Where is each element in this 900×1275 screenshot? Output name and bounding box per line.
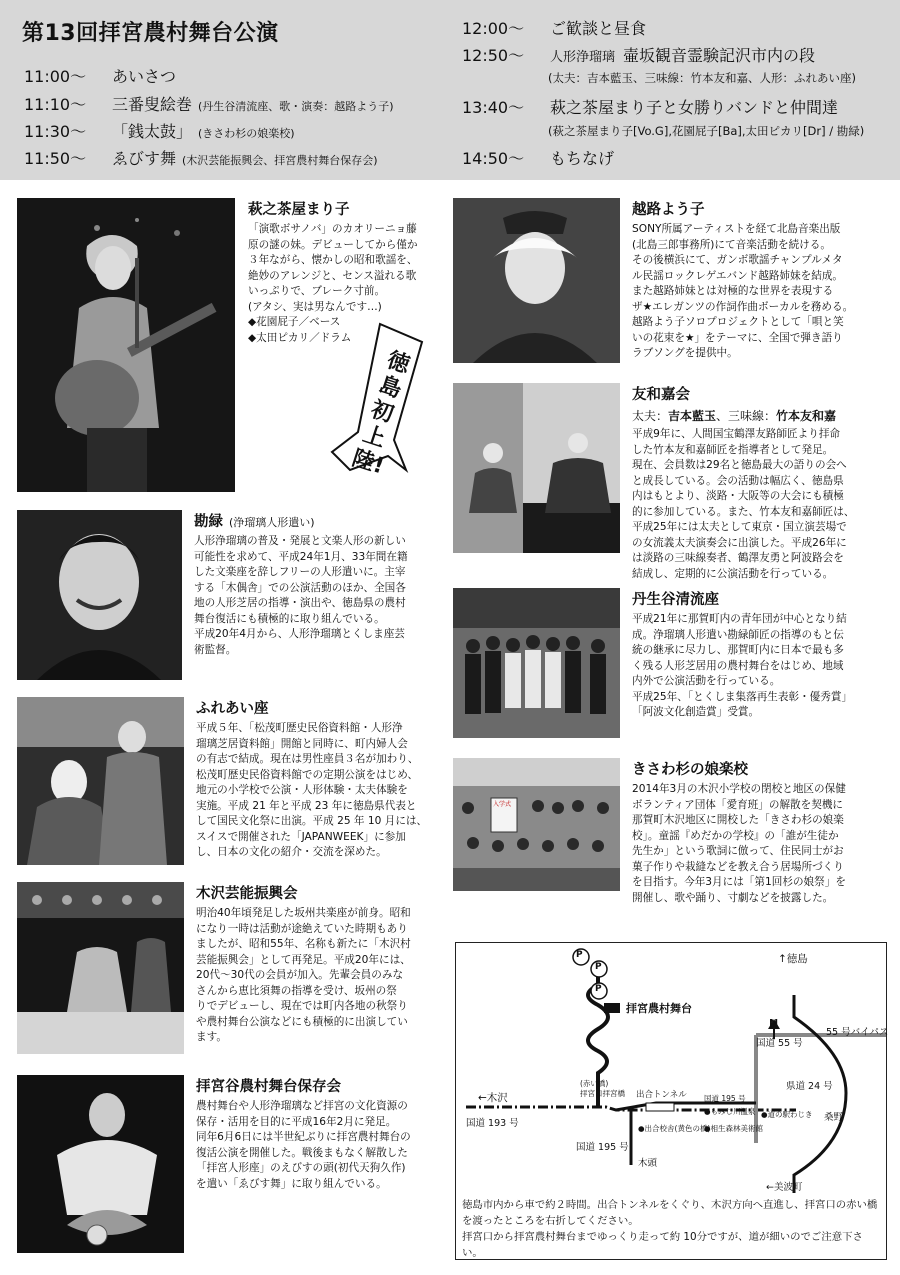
map-label-stage: 拝宮農村舞台 bbox=[626, 1002, 692, 1015]
schedule-item bbox=[24, 92, 394, 115]
schedule-note: (木沢芸能振興会、拝宮農村舞台保存会) bbox=[182, 154, 378, 167]
gidayu-performance-image bbox=[453, 383, 620, 553]
schedule-item bbox=[24, 146, 378, 169]
shamisen-label: 、三味線： bbox=[716, 409, 777, 423]
map-directions-note: 徳島市内から車で約２時間。出合トンネルをくぐり、木沢方向へ直進し、拝宮口の赤い橋 を渡ったところを右折してください。 拝宮口から拝宮農村舞台までゆっくり走って約 10分ですが、道が細いのでご注意下さい。 bbox=[462, 1199, 878, 1259]
schedule-title: 萩之茶屋まり子と女勝りバンドと仲間達 bbox=[550, 98, 839, 117]
map-label-bypass: 55 号バイパス bbox=[826, 1027, 889, 1038]
mariko-photo bbox=[17, 198, 235, 492]
tayu-label: 太夫： bbox=[632, 409, 669, 423]
kisawa-sugi-photo bbox=[453, 758, 620, 891]
stage-marker-icon bbox=[604, 1003, 620, 1013]
profile-name: きさわ杉の娘楽校 bbox=[632, 762, 748, 778]
profile-body: 明治40年頃発足した坂州共楽座が前身。昭和 になり一時は活動が途絶えていた時期もあり ましたが、昭和55年、名称も新たに「木沢村 芸能振興会」として再発足。平成20年には、 20代〜30代の会員が加入。先輩会員のみな さんから恵比須舞の指導を受け、坂州の祭 りでデビューし、現在では町内各地の秋祭り や農村舞台公演などにも積極的に出演してい ます。 bbox=[196, 907, 411, 1043]
schedule-note: (きさわ杉の娘楽校) bbox=[198, 127, 295, 140]
kanroku-photo bbox=[17, 510, 182, 680]
profile-body: 2014年3月の木沢小学校の閉校と地区の保健 ボランティア団体「愛育班」の解散を契機に 那賀町木沢地区に開校した「きさわ杉の娘楽 校」。童謡『めだかの学校』の「誰が生徒か 先生か」という歌詞に倣って、住民同士がお 菓子作りや栽縫などを教え合う居場所づくり を目指す。今年3月には「第1回杉の娘祭」を 開催し、歌や踊り、寸劇などを披露した。 bbox=[632, 783, 846, 904]
schedule-title: 壷坂観音霊験記沢市内の段 bbox=[623, 46, 816, 65]
schedule-title: あいさつ bbox=[112, 67, 177, 86]
map-label-kuwano: 桑野 bbox=[824, 1112, 844, 1123]
map-label-deai-school: ●出合校舎(黄色の橋) bbox=[638, 1124, 711, 1133]
parking-icon: P bbox=[595, 984, 602, 994]
schedule-time: 11:00〜 bbox=[24, 67, 87, 86]
schedule-genre: 人形浄瑠璃 bbox=[550, 50, 616, 65]
fureai-photo bbox=[17, 697, 184, 865]
profile-koshiji bbox=[632, 198, 892, 362]
schedule-title: 「銭太鼓」 bbox=[112, 122, 193, 141]
singer-guitar-image bbox=[17, 198, 235, 492]
schedule-time: 13:40〜 bbox=[462, 98, 525, 117]
schedule-time: 12:00〜 bbox=[462, 19, 525, 38]
parking-icon: P bbox=[595, 962, 602, 972]
kisawa-geino-photo bbox=[17, 882, 184, 1054]
schedule-item bbox=[462, 43, 815, 66]
map-label-haigu-mouth: 拝宮口拝宮橋 bbox=[580, 1089, 625, 1098]
profile-haigu bbox=[196, 1075, 451, 1192]
map-label-tunnel: 出合トンネル bbox=[636, 1090, 687, 1100]
profile-name bbox=[194, 510, 444, 531]
profile-body: SONY所属アーティストを経て北島音楽出版 (北島三郎事務所)にて音楽活動を続ける。 その後横浜にて、ガンボ歌謡チャンプルメタ ル民謡ロックレゲエバンド越路姉妹を結成。 また越路姉妹とは対極的な世界を表現する ザ★エレガンツの作詞作曲ボーカルを務める。 越路よう子ソロプロジェクトとして「唄と笑 いの花束を★」をテーマに、全国で弾き語り ラブソングを提供中。 bbox=[632, 223, 854, 359]
tayu-name: 吉本藍玉 bbox=[668, 409, 717, 423]
schedule-item bbox=[24, 119, 295, 142]
map-label-route193: 国道 193 号 bbox=[466, 1118, 519, 1129]
map-label-kito: 木頭 bbox=[638, 1158, 658, 1169]
map-label-pref24: 県道 24 号 bbox=[786, 1081, 833, 1092]
puppet-image bbox=[17, 697, 184, 865]
koshiji-photo bbox=[453, 198, 620, 363]
event-title: 第13回拝宮農村舞台公演 bbox=[22, 21, 279, 46]
profile-name: ふれあい座 bbox=[196, 701, 269, 717]
group-photo-image bbox=[453, 758, 620, 891]
portrait-image bbox=[453, 198, 620, 363]
profile-name: 萩之茶屋まり子 bbox=[248, 202, 350, 218]
callout-banner bbox=[310, 320, 430, 490]
callout-text: 徳島初上陸! bbox=[348, 347, 413, 480]
profile-kisawa-geino bbox=[196, 882, 448, 1046]
profile-body: 平成５年、「松茂町歴史民俗資料館・人形浄 瑠璃芝居資料館」開館と同時に、町内婦人会 の有志で結成。現在は男性座員３名が加わり、 松茂町歴史民俗資料館での定期公演をはじめ、 地元の小学校で公演・人形体験・太夫体験を 実施。平成 21 年と平成 23 年に徳島県代表と して国民文化祭に出演。平成 25 年 10 月には、 スイスで開催された「JAPANWEEK」に参加 し、日本の文化の紹介・交流を深めた。 bbox=[196, 722, 428, 858]
map-label-route55: 国道 55 号 bbox=[756, 1038, 803, 1049]
profile-kanroku bbox=[194, 510, 444, 658]
schedule-note: (太夫：吉本藍玉、三味線：竹本友和嘉、人形：ふれあい座) bbox=[548, 71, 856, 85]
profile-kisawa-sugi bbox=[632, 758, 892, 906]
profile-body: 平成21年に那賀町内の青年団が中心となり結 成。浄瑠璃人形遣い勘緑師匠の指導のもと伝 統の継承に尽力し、那賀町内に日本で最も多 く残る人形芝居用の農村舞台をはじめ、地域 内外で公演活動を行っている。 平成25年、「とくしま集落再生表彰・優秀賞」 「阿波文化創造賞」受賞。 bbox=[632, 613, 853, 718]
north-indicator-icon: N bbox=[769, 1017, 779, 1030]
schedule-note: (丹生谷清流座、歌・演奏：越路よう子) bbox=[198, 100, 394, 113]
map-label-michinoeki: ●道の駅わじき bbox=[761, 1110, 813, 1119]
road-map bbox=[456, 943, 889, 1193]
group-photo-image bbox=[453, 588, 620, 738]
profile-body: 農村舞台や人形浄瑠璃など拝宮の文化資源の 保存・活用を目的に平成16年2月に発足。 同年6月6日には半世紀ぶりに拝宮農村舞台の 復活公演を開催した。戦後まもなく解散した 「拝宮人形座」のえびすの頭(初代天狗久作) を遣い「ゑびす舞」に取り組んでいる。 bbox=[196, 1100, 411, 1190]
schedule-time: 14:50〜 bbox=[462, 149, 525, 168]
map-label-minami: ←美波町 bbox=[766, 1182, 803, 1193]
profile-name: 木沢芸能振興会 bbox=[196, 886, 298, 902]
map-label-kisawa: ←木沢 bbox=[478, 1092, 508, 1104]
schedule-item bbox=[24, 64, 176, 87]
profile-subtitle: (浄瑠璃人形遣い) bbox=[229, 516, 315, 529]
photo-sign-text: 入学式 bbox=[493, 801, 512, 808]
profile-credits bbox=[632, 407, 892, 424]
profile-name: 友和嘉会 bbox=[632, 387, 690, 403]
stage-performance-image bbox=[17, 882, 184, 1054]
map-label-red-bridge: (赤い橋) bbox=[580, 1079, 609, 1088]
profile-fureai bbox=[196, 697, 446, 861]
schedule-title: 三番叟絵巻 bbox=[112, 95, 193, 114]
profile-body: 「演歌ボサノバ」のカオリーニョ藤 原の謎の妹。デビューしてから僅か ３年ながら、懐かしの昭和歌謡を、 絶妙のアレンジと、センス溢れる歌 いっぷりで、ブレーク寸前。 (アタシ、実は男なんです…) ◆花園屁子／ベース ◆太田ピカリ／ドラム bbox=[248, 223, 418, 344]
schedule-band bbox=[0, 0, 900, 180]
yuwakakai-photo bbox=[453, 383, 620, 553]
portrait-image bbox=[17, 510, 182, 680]
niugaya-photo bbox=[453, 588, 620, 738]
profile-niugaya bbox=[632, 588, 892, 721]
schedule-item bbox=[462, 146, 614, 169]
schedule-title: ゑびす舞 bbox=[112, 149, 177, 168]
profile-body: 平成9年に、人間国宝鶴澤友路師匠より拝命 した竹本友和嘉師匠を指導者として発足。 現在、会員数は29名と徳島最大の語りの会へ と成長している。会の活動は幅広く、徳島県 内はもとより、淡路・大阪等の大会にも積極 的に参加している。また、竹本友和嘉師匠は、 平成25年には太夫として東京・国立演芸場で の女流義太夫演奏会に出演した。平成26年に は淡路の三味線奏者、鶴澤友勇と阿波路会を 結成し、定期的に公演活動を行っている。 bbox=[632, 428, 855, 580]
profile-name: 拝宮谷農村舞台保存会 bbox=[196, 1079, 341, 1095]
schedule-item bbox=[462, 16, 646, 39]
schedule-time: 11:30〜 bbox=[24, 122, 87, 141]
schedule-item bbox=[462, 95, 838, 118]
parking-icon: P bbox=[576, 950, 583, 960]
schedule-time: 11:10〜 bbox=[24, 95, 87, 114]
map-label-route195-bottom: 国道 195 号 bbox=[576, 1142, 629, 1153]
profile-yuwakakai bbox=[632, 383, 892, 582]
shamisen-name: 竹本友和嘉 bbox=[776, 409, 837, 423]
schedule-note: (萩之茶屋まり子[Vo.G],花園屁子[Ba],太田ピカリ[Dr] / 勘緑) bbox=[548, 124, 865, 138]
access-map bbox=[455, 942, 887, 1260]
map-label-museum: ●相生森林美術館 bbox=[704, 1124, 764, 1133]
map-label-onsen: ●もみじ川温泉 bbox=[704, 1107, 756, 1116]
schedule-time: 11:50〜 bbox=[24, 149, 87, 168]
schedule-title: ご歓談と昼食 bbox=[550, 19, 647, 38]
map-label-tokushima: ↑徳島 bbox=[778, 953, 808, 965]
profile-name: 丹生谷清流座 bbox=[632, 592, 719, 608]
profile-name-text: 勘緑 bbox=[194, 514, 223, 530]
schedule-title: もちなげ bbox=[550, 149, 615, 168]
profile-name: 越路よう子 bbox=[632, 202, 705, 218]
profile-body: 人形浄瑠璃の普及・発展と文楽人形の新しい 可能性を求めて、平成24年1月、33年間在籍 した文楽座を辞しフリーの人形遣いに。主宰 する「木偶舎」での公演活動のほか、全国各 地の人形芝居の指導・演出や、徳島県の農村 舞台復活にも積極的に取り組んでいる。 平成20年4月から、人形浄瑠璃とくしま座芸 術監督。 bbox=[194, 535, 408, 656]
haigu-photo bbox=[17, 1075, 184, 1253]
map-label-route195-top: 国道 195 号 bbox=[704, 1094, 746, 1103]
ebisu-puppet-image bbox=[17, 1075, 184, 1253]
schedule-time: 12:50〜 bbox=[462, 46, 525, 65]
